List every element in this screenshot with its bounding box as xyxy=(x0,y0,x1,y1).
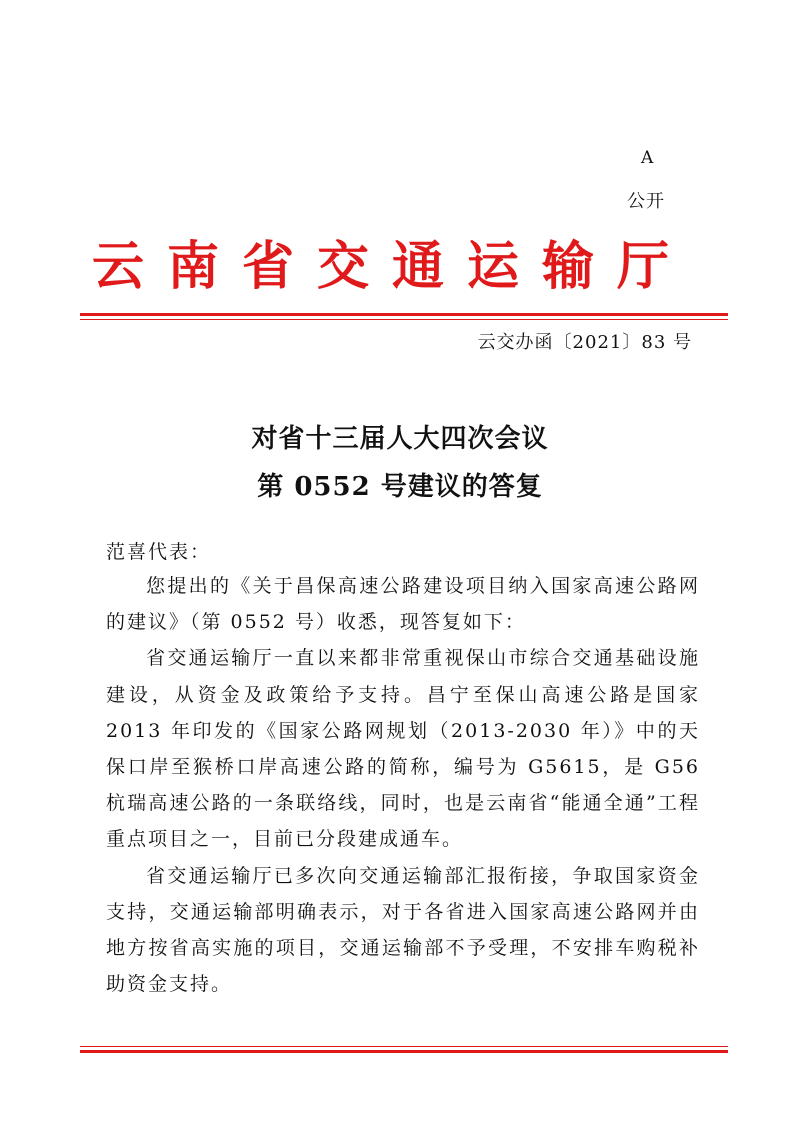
document-title-line-2: 第 0552 号建议的答复 xyxy=(257,472,543,502)
body-paragraph: 您提出的《关于昌保高速公路建设项目纳入国家高速公路网的建议》（第 0552 号）收悉，现答复如下： xyxy=(106,575,700,634)
document-title-line-1: 对省十三届人大四次会议 xyxy=(251,424,549,454)
agency-masthead: 云南省交通运输厅 xyxy=(92,236,693,297)
document-number: 云交办函〔2021〕83 号 xyxy=(477,332,692,353)
openness-label: 公开 xyxy=(627,191,665,212)
body-paragraph: 省交通运输厅已多次向交通运输部汇报衔接，争取国家资金支持，交通运输部明确表示，对于各省进入国家高速公路网并由地方按省高实施的项目，交通运输部不予受理，不安排车购税补助资金支持。 xyxy=(106,864,700,996)
masthead-divider-thin xyxy=(80,319,728,320)
masthead-divider-thick xyxy=(80,313,728,316)
footer-divider-thin xyxy=(80,1046,728,1047)
salutation: 范喜代表： xyxy=(106,541,212,563)
body-paragraph: 省交通运输厅一直以来都非常重视保山市综合交通基础设施建设，从资金及政策给予支持。昌宁至保山高速公路是国家 2013 年印发的《国家公路网规划（2013-2030 年）》中的天保口岸至猴桥口岸高速公路的简称，编号为 G5615，是 G56 杭瑞高速公路的一条联络线，同时，也是云南省“能通全通”工程重点项目之一，目前已分段建成通车。 xyxy=(106,647,700,851)
footer-divider-thick xyxy=(80,1050,728,1053)
classification-mark: A xyxy=(641,148,654,168)
letter-body xyxy=(106,568,700,1002)
